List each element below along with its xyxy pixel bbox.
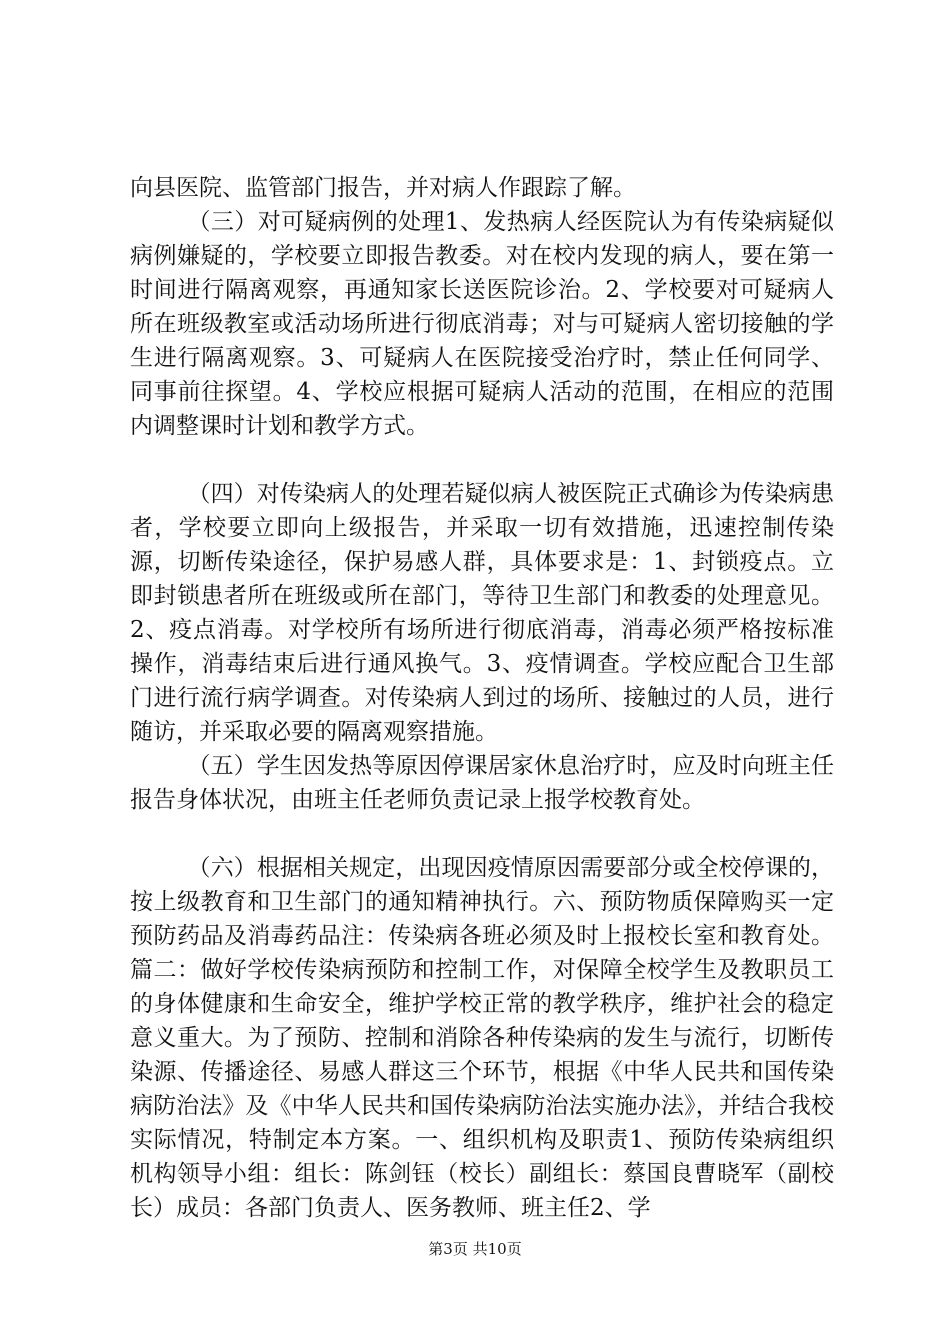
document-body bbox=[130, 171, 834, 1225]
paragraph-section-3: （三）对可疑病例的处理1、发热病人经医院认为有传染病疑似病例嫌疑的，学校要立即报告教委。对在校内发现的病人，要在第一时间进行隔离观察，再通知家长送医院诊治。2、学校要对可疑病人所在班级教室或活动场所进行彻底消毒；对与可疑病人密切接触的学生进行隔离观察。3、可疑病人在医院接受治疗时，禁止任何同学、同事前往探望。4、学校应根据可疑病人活动的范围，在相应的范围内调整课时计划和教学方式。 bbox=[130, 209, 834, 439]
paragraph-continuation: 向县医院、监管部门报告，并对病人作跟踪了解。 bbox=[130, 175, 636, 201]
paragraph-section-5: （五）学生因发热等原因停课居家休息治疗时，应及时向班主任报告身体状况，由班主任老师负责记录上报学校教育处。 bbox=[130, 753, 834, 813]
page-number-footer: 第3页 共10页 bbox=[428, 1240, 522, 1258]
paragraph-section-4: （四）对传染病人的处理若疑似病人被医院正式确诊为传染病患者，学校要立即向上级报告，并采取一切有效措施，迅速控制传染源，切断传染途径，保护易感人群，具体要求是：1、封锁疫点。立即封锁患者所在班级或所在部门，等待卫生部门和教委的处理意见。2、疫点消毒。对学校所有场所进行彻底消毒，消毒必须严格按标准操作，消毒结束后进行通风换气。3、疫情调查。学校应配合卫生部门进行流行病学调查。对传染病人到过的场所、接触过的人员，进行随访，并采取必要的隔离观察措施。 bbox=[130, 481, 834, 745]
paragraph-section-6: （六）根据相关规定，出现因疫情原因需要部分或全校停课的，按上级教育和卫生部门的通知精神执行。六、预防物质保障购买一定预防药品及消毒药品注：传染病各班必须及时上报校长室和教育处。篇二：做好学校传染病预防和控制工作，对保障全校学生及教职员工的身体健康和生命安全，维护学校正常的教学秩序，维护社会的稳定意义重大。为了预防、控制和消除各种传染病的发生与流行，切断传染源、传播途径、易感人群这三个环节，根据《中华人民共和国传染病防治法》及《中华人民共和国传染病防治法实施办法》，并结合我校实际情况，特制定本方案。一、组织机构及职责1、预防传染病组织机构领导小组：组长：陈剑钰（校长）副组长：蔡国良曹晓军（副校长）成员：各部门负责人、医务教师、班主任2、学 bbox=[130, 855, 834, 1221]
